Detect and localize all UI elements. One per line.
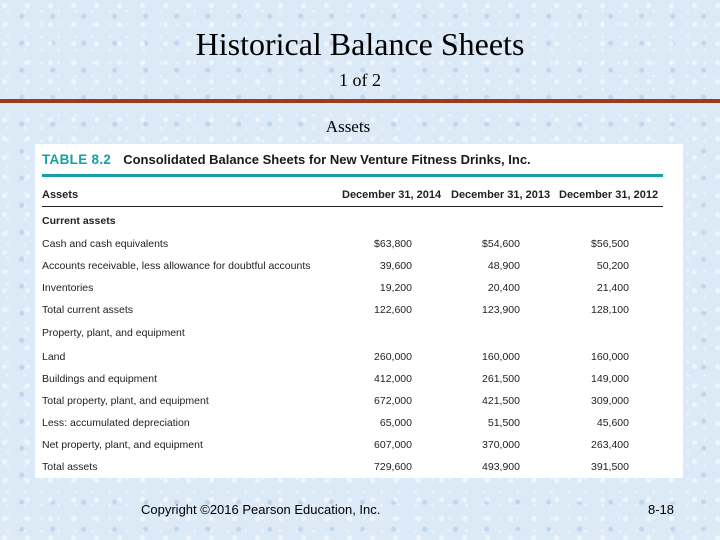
column-header-2012: December 31, 2012 <box>559 189 659 201</box>
table-row <box>42 351 663 369</box>
row-label: Current assets <box>42 215 116 227</box>
row-label: Total property, plant, and equipment <box>42 395 209 407</box>
section-row-current-assets <box>42 215 663 233</box>
cell-2012: 309,000 <box>591 395 629 407</box>
balance-sheet-table <box>35 144 683 478</box>
table-row <box>42 304 663 322</box>
column-header-assets: Assets <box>42 189 79 201</box>
table-title: Consolidated Balance Sheets for New Venture Fitness Drinks, Inc. <box>123 152 531 167</box>
cell-2012: 50,200 <box>596 260 629 272</box>
table-row <box>42 395 663 413</box>
cell-2012: 149,000 <box>591 373 629 385</box>
cell-2014: 729,600 <box>374 461 412 473</box>
slide-subtitle: 1 of 2 <box>339 70 381 90</box>
copyright-notice: Copyright ©2016 Pearson Education, Inc. <box>141 502 381 517</box>
page-number: 8-18 <box>648 502 675 517</box>
cell-2013: 493,900 <box>482 461 520 473</box>
table-row <box>42 461 663 479</box>
cell-2012: 45,600 <box>596 417 629 429</box>
cell-2014: 19,200 <box>379 282 412 294</box>
cell-2012: 128,100 <box>591 304 629 316</box>
cell-2013: 48,900 <box>487 260 520 272</box>
cell-2013: 261,500 <box>482 373 520 385</box>
table-row <box>42 417 663 435</box>
row-label: Cash and cash equivalents <box>42 238 169 250</box>
table-row <box>42 439 663 457</box>
row-label: Accounts receivable, less allowance for doubtful accounts <box>42 260 311 272</box>
cell-2013: $54,600 <box>482 238 520 250</box>
cell-2012: 160,000 <box>591 351 629 363</box>
cell-2013: 160,000 <box>482 351 520 363</box>
column-header-2013: December 31, 2013 <box>451 189 551 201</box>
cell-2014: $63,800 <box>374 238 412 250</box>
column-header-2014: December 31, 2014 <box>342 189 442 201</box>
cell-2012: 263,400 <box>591 439 629 451</box>
table-row <box>42 282 663 300</box>
row-label: Buildings and equipment <box>42 373 157 385</box>
cell-2014: 412,000 <box>374 373 412 385</box>
row-label: Less: accumulated depreciation <box>42 417 190 429</box>
row-label: Property, plant, and equipment <box>42 327 185 339</box>
title-divider <box>0 99 720 103</box>
caption-rule <box>42 174 663 177</box>
table-caption <box>42 152 531 167</box>
section-heading: Assets <box>325 117 371 136</box>
cell-2014: 39,600 <box>379 260 412 272</box>
table-number: TABLE 8.2 <box>42 152 112 167</box>
cell-2014: 672,000 <box>374 395 412 407</box>
table-row <box>42 238 663 256</box>
cell-2012: $56,500 <box>591 238 629 250</box>
slide-title: Historical Balance Sheets <box>195 26 525 62</box>
cell-2013: 51,500 <box>487 417 520 429</box>
cell-2014: 607,000 <box>374 439 412 451</box>
row-label: Net property, plant, and equipment <box>42 439 203 451</box>
row-label: Land <box>42 351 66 363</box>
table-row <box>42 260 663 278</box>
cell-2013: 20,400 <box>487 282 520 294</box>
cell-2013: 370,000 <box>482 439 520 451</box>
cell-2012: 21,400 <box>596 282 629 294</box>
cell-2012: 391,500 <box>591 461 629 473</box>
table-row <box>42 327 663 345</box>
row-label: Inventories <box>42 282 94 294</box>
row-label: Total assets <box>42 461 98 473</box>
cell-2013: 421,500 <box>482 395 520 407</box>
header-rule <box>42 206 663 207</box>
cell-2013: 123,900 <box>482 304 520 316</box>
cell-2014: 260,000 <box>374 351 412 363</box>
cell-2014: 65,000 <box>379 417 412 429</box>
table-row <box>42 373 663 391</box>
cell-2014: 122,600 <box>374 304 412 316</box>
row-label: Total current assets <box>42 304 134 316</box>
